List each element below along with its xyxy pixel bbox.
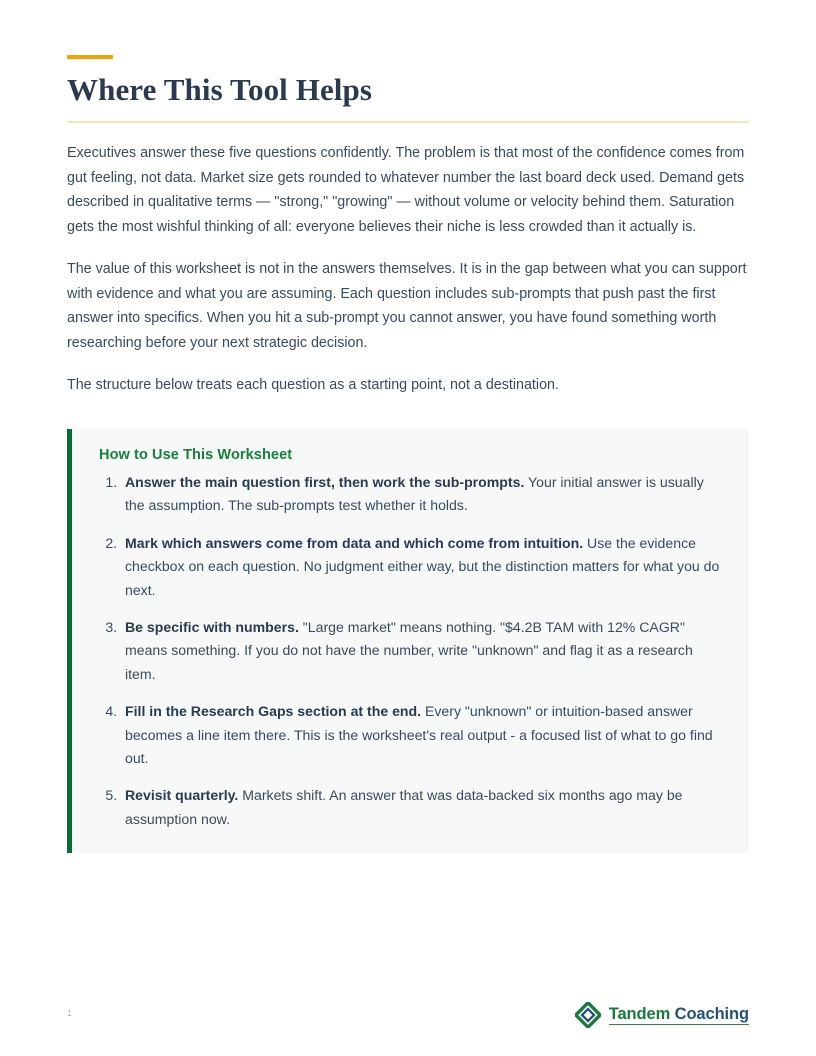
- logo-wordmark: [609, 1005, 749, 1026]
- list-item: [121, 784, 725, 831]
- body-content: [67, 141, 749, 397]
- intro-paragraph-3: The structure below treats each question as a starting point, not a destination.: [67, 376, 559, 393]
- page-number: 1: [67, 1008, 73, 1018]
- list-item: [121, 532, 725, 602]
- callout-heading: How to Use This Worksheet: [99, 447, 293, 463]
- list-item-lead: Revisit quarterly.: [125, 787, 239, 804]
- list-item-rest: "Large market" means nothing. "$4.2B TAM with 12% CAGR" means something. If you do not have the number, write "unknown" and flag it as a research item.: [125, 619, 693, 682]
- list-item: [121, 471, 725, 518]
- intro-paragraph-1: Executives answer these five questions confidently. The problem is that most of the confidence comes from gut feeling, not data. Market size gets rounded to whatever number the last board deck used. Demand gets described in qualitative terms — "strong," "growing" — without volume or velocity behind them. Saturation gets the most wishful thinking of all: everyone believes their niche is less crowded than it actually is.: [67, 145, 745, 236]
- list-item-lead: Fill in the Research Gaps section at the end.: [125, 703, 422, 720]
- callout-instruction-list: [99, 471, 725, 831]
- tandem-coaching-logo: [575, 1002, 749, 1028]
- list-item-rest: Every "unknown" or intuition-based answer becomes a line item there. This is the worksheet's real output - a focused list of what to go find out.: [125, 703, 713, 767]
- diamond-logo-icon: [575, 1002, 601, 1028]
- list-item: [121, 700, 725, 770]
- list-item-rest: Use the evidence checkbox on each question. No judgment either way, but the distinction matters for what you do next.: [125, 534, 720, 598]
- list-item: [121, 616, 725, 686]
- intro-paragraph-2: The value of this worksheet is not in the answers themselves. It is in the gap between what you can support with evidence and what you are assuming. Each question includes sub-prompts that push past the first answer into specifics. When you hit a sub-prompt you cannot answer, you have found something worth researching before your next strategic decision.: [67, 260, 747, 351]
- page-header: [67, 55, 749, 123]
- logo-word-coaching: Coaching: [670, 1004, 749, 1023]
- list-item-lead: Mark which answers come from data and which come from intuition.: [125, 534, 584, 551]
- list-item-rest: Markets shift. An answer that was data-backed six months ago may be assumption now.: [125, 787, 683, 827]
- list-item-lead: Answer the main question first, then work the sub-prompts.: [125, 474, 525, 490]
- how-to-use-callout: [67, 429, 749, 853]
- logo-word-tandem: Tandem: [608, 1004, 671, 1023]
- list-item-rest: Your initial answer is usually the assumption. The sub-prompts test whether it holds.: [125, 474, 704, 514]
- list-item-lead: Be specific with numbers.: [125, 619, 299, 636]
- page-title: Where This Tool Helps: [67, 72, 373, 107]
- title-divider-rule: [67, 121, 749, 123]
